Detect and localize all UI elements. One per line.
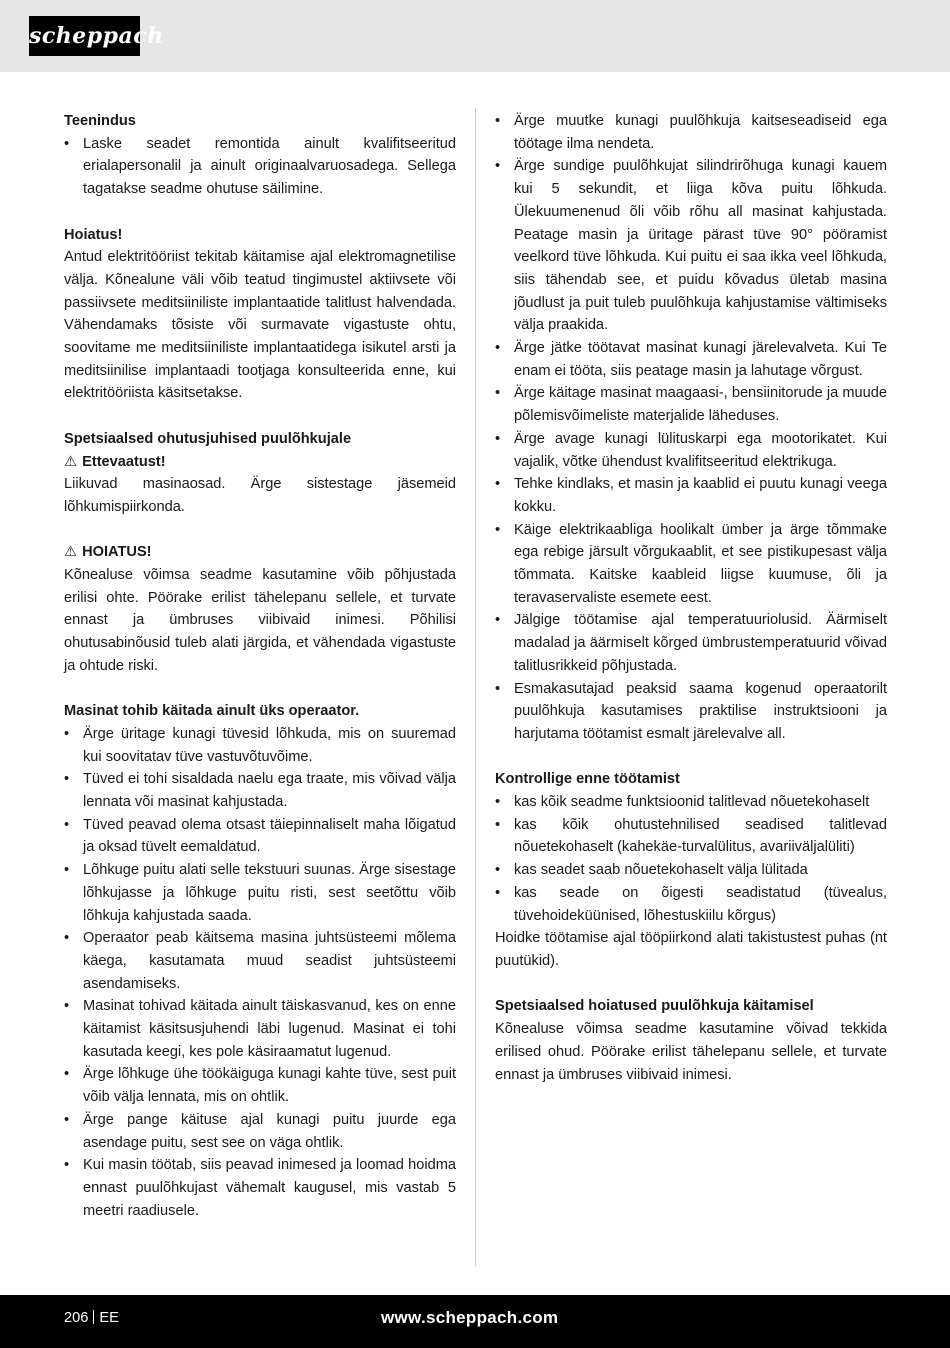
list-item: • Laske seadet remontida ainult kvalifitseeritud erialapersonalil ja ainult originaalvaruosadega. Sellega tagatakse seadme ohutuse säilimine. xyxy=(64,133,456,201)
service-list xyxy=(64,133,456,201)
website-link[interactable]: www.scheppach.com xyxy=(381,1308,559,1327)
left-column xyxy=(64,110,456,1222)
hoiatus-heading: ⚠ HOIATUS! xyxy=(64,541,456,564)
list-item: • Jälgige töötamise ajal temperatuuriolusid. Äärmiselt madalad ja äärmiselt kõrged ümbrustemperatuurid võivad talitlusrikkeid põhjustada. xyxy=(495,609,887,677)
caution-text: Liikuvad masinaosad. Ärge sistestage jäsemeid lõhkumispiirkonda. xyxy=(64,476,456,515)
check-heading: Kontrollige enne töötamist xyxy=(495,771,680,788)
warning-text: Antud elektritööriist tekitab käitamise ajal elektromagnetilise välja. Kõnealune väli võib teatud tingimustel aktiivsete või passiivsete meditsiiniliste implantaatide talitlust halvendada. Vähendamaks tõsiste või surmavate vigastuste ohtu, soovitame me meditsiiniliste implantaatidega isikutel arsti ja meditsiinilise implantaadi tootjaga konsulteerida enne, kui elektritööriista käsitsetakse. xyxy=(64,249,456,402)
scheppach-logo: scheppach xyxy=(29,16,140,56)
special-safety-heading: Spetsiaalsed ohutusjuhised puulõhkujale xyxy=(64,430,352,447)
list-item: • Ärge muutke kunagi puulõhkuja kaitseseadiseid ega töötage ilma nendeta. xyxy=(495,110,887,155)
list-item: • Käige elektrikaabliga hoolikalt ümber ja ärge tõmmake ega rebige järsult võrgukaablit, et see pistikupesast välja tõmmata. Kaitske kaableid liigse kuumuse, õli ja teravaservaliste esemete eest. xyxy=(495,519,887,610)
list-item: • kas kõik ohutustehnilised seadised talitlevad nõuetekohaselt (kahekäe-turvalülitus, avariiväljalüliti) xyxy=(495,814,887,859)
list-item: • Kui masin töötab, siis peavad inimesed ja loomad hoidma ennast puulõhkujast vähemalt kaugusel, mis vastab 5 meetri raadiusele. xyxy=(64,1154,456,1222)
service-heading: Teenindus xyxy=(64,113,136,129)
list-item: • Masinat tohivad käitada ainult täiskasvanud, kes on enne käitamist käsitsusjuhendi läbi lugenud. Masinat ei tohi kasutada keegi, kes pole käsiraamatut lugenud. xyxy=(64,995,456,1063)
caution-heading: ⚠ Ettevaatust! xyxy=(64,451,456,474)
list-item: • Ärge jätke töötavat masinat kunagi järelevalveta. Kui Te enam ei tööta, siis peatage masin ja lahutage võrgust. xyxy=(495,337,887,382)
list-item: • Ärge käitage masinat maagaasi-, bensiinitorude ja muude põlemisvõimeliste materjalide läheduses. xyxy=(495,382,887,427)
language-code: EE xyxy=(99,1310,119,1326)
list-item: • Operaator peab käitsema masina juhtsüsteemi mõlema käega, kasutamata muud seadist juhtsüsteemi asendamiseks. xyxy=(64,927,456,995)
page-footer xyxy=(0,1295,950,1348)
list-item: • Tüved ei tohi sisaldada naelu ega traate, mis võivad välja lennata või masinat kahjustada. xyxy=(64,768,456,813)
check-list xyxy=(495,791,887,927)
warning-triangle-icon: ⚠ xyxy=(64,453,78,470)
list-item: • Lõhkuge puitu alati selle tekstuuri suunas. Ärge sisestage lõhkujasse ja lõhkuge puitu risti, sest seetõttu võib lõhkuja kahjustada saada. xyxy=(64,859,456,927)
list-item: • Ärge sundige puulõhkujat silindrirõhuga kunagi kauem kui 5 sekundit, et liiga kõva puitu lõhkuda. Ülekuumenenud õli võib rõhu all masinat kahjustada. Peatage masin ja üritage pärast tüve 90° pööramist veelkord tüve lõhkuda. Kui puitu ei saa ikka veel lõhkuda, siis tähendab see, et puidu kõvadus ületab masina jõudlust ja puit tuleb puulõhkuja kahjustamise vältimiseks välja praakida. xyxy=(495,155,887,337)
page-header xyxy=(0,0,950,72)
list-item: • Ärge lõhkuge ühe töökäiguga kunagi kahte tüve, sest puit võib välja lennata, mis on ohtlik. xyxy=(64,1063,456,1108)
list-item: • Tehke kindlaks, et masin ja kaablid ei puutu kunagi veega kokku. xyxy=(495,473,887,518)
list-item: • kas kõik seadme funktsioonid talitlevad nõuetekohaselt xyxy=(495,791,887,814)
column-divider xyxy=(475,108,476,1266)
list-item: • Ärge avage kunagi lülituskarpi ega mootorikatet. Kui vajalik, võtke ühendust kvalifitseeritud elektrikuga. xyxy=(495,428,887,473)
operator-heading: Masinat tohib käitada ainult üks operaator. xyxy=(64,703,360,720)
warning-heading: Hoiatus! xyxy=(64,226,123,243)
safety-list xyxy=(495,110,887,746)
list-item: • Tüved peavad olema otsast täiepinnaliselt maha lõigatud ja oksad tüvelt eemaldatud. xyxy=(64,814,456,859)
check-text: Hoidke töötamise ajal tööpiirkond alati takistustest puhas (nt puutükid). xyxy=(495,930,887,969)
page-number: 206 EE xyxy=(64,1310,119,1326)
warning-triangle-icon: ⚠ xyxy=(64,544,78,561)
list-item: • Ärge üritage kunagi tüvesid lõhkuda, mis on suuremad kui soovitatav tüve vastuvõtuvõime. xyxy=(64,723,456,768)
special-warning-text: Kõnealuse võimsa seadme kasutamine võivad tekkida erilised ohud. Pöörake erilist tähelepanu sellele, et turvate ennast ja ümbruses viibivaid inimesi. xyxy=(495,1021,887,1083)
right-column xyxy=(495,110,887,1086)
operator-list xyxy=(64,723,456,1222)
list-item: • Ärge pange käituse ajal kunagi puitu juurde ega asendage puitu, sest see on väga ohtlik. xyxy=(64,1109,456,1154)
list-item: • Esmakasutajad peaksid saama kogenud operaatorilt puulõhkuja kasutamises praktilise instruktsiooni ja harjutama töötamist esmalt järelevalve all. xyxy=(495,678,887,746)
special-warning-heading: Spetsiaalsed hoiatused puulõhkuja käitamisel xyxy=(495,998,814,1015)
hoiatus-text: Kõnealuse võimsa seadme kasutamine võib põhjustada erilisi ohte. Pöörake erilist tähelepanu sellele, et turvate ennast ja ümbruses viibivaid inimesi. Põhilisi ohutusabinõusid tuleb alati järgida, et vähendada vigastuste ja ohtude riski. xyxy=(64,567,456,674)
list-item: • kas seade on õigesti seadistatud (tüvealus, tüvehoideküünised, lõhestuskiilu kõrgus) xyxy=(495,882,887,927)
list-item: • kas seadet saab nõuetekohaselt välja lülitada xyxy=(495,859,887,882)
